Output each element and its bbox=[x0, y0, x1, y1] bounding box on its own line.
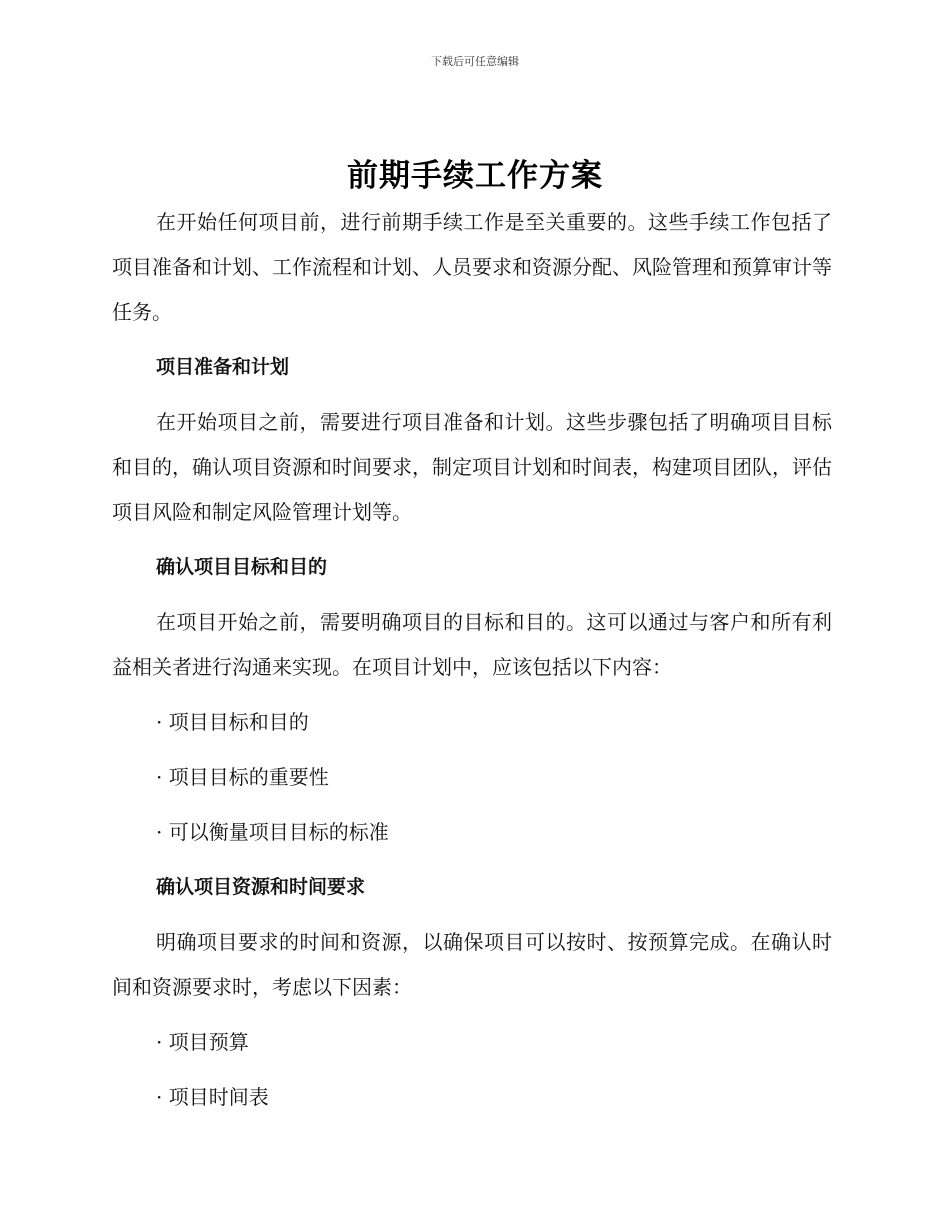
section-heading: 项目准备和计划 bbox=[156, 356, 290, 378]
bullet-item: · 项目目标和目的 bbox=[156, 710, 309, 734]
section-paragraph: 明确项目要求的时间和资源，以确保项目可以按时、按预算完成。在确认时间和资源要求时，考虑以下因素： bbox=[112, 930, 832, 999]
section-paragraph: 在开始项目之前，需要进行项目准备和计划。这些步骤包括了明确项目目标和目的，确认项目资源和时间要求，制定项目计划和时间表，构建项目团队，评估项目风险和制定风险管理计划等。 bbox=[112, 410, 832, 524]
bullet-item: · 项目预算 bbox=[156, 1030, 249, 1054]
bullet-item: · 项目时间表 bbox=[156, 1085, 269, 1109]
section-paragraph: 在项目开始之前，需要明确项目的目标和目的。这可以通过与客户和所有利益相关者进行沟通来实现。在项目计划中，应该包括以下内容： bbox=[112, 610, 832, 679]
document-body bbox=[112, 200, 832, 1130]
bullet-item: · 可以衡量项目目标的标准 bbox=[156, 820, 389, 844]
header-note: 下载后可任意编辑 bbox=[431, 55, 519, 68]
document-title: 前期手续工作方案 bbox=[347, 158, 603, 194]
section-heading: 确认项目目标和目的 bbox=[156, 556, 328, 578]
intro-paragraph: 在开始任何项目前，进行前期手续工作是至关重要的。这些手续工作包括了项目准备和计划、工作流程和计划、人员要求和资源分配、风险管理和预算审计等任务。 bbox=[112, 210, 832, 324]
bullet-item: · 项目目标的重要性 bbox=[156, 765, 329, 789]
section-heading: 确认项目资源和时间要求 bbox=[156, 876, 366, 898]
